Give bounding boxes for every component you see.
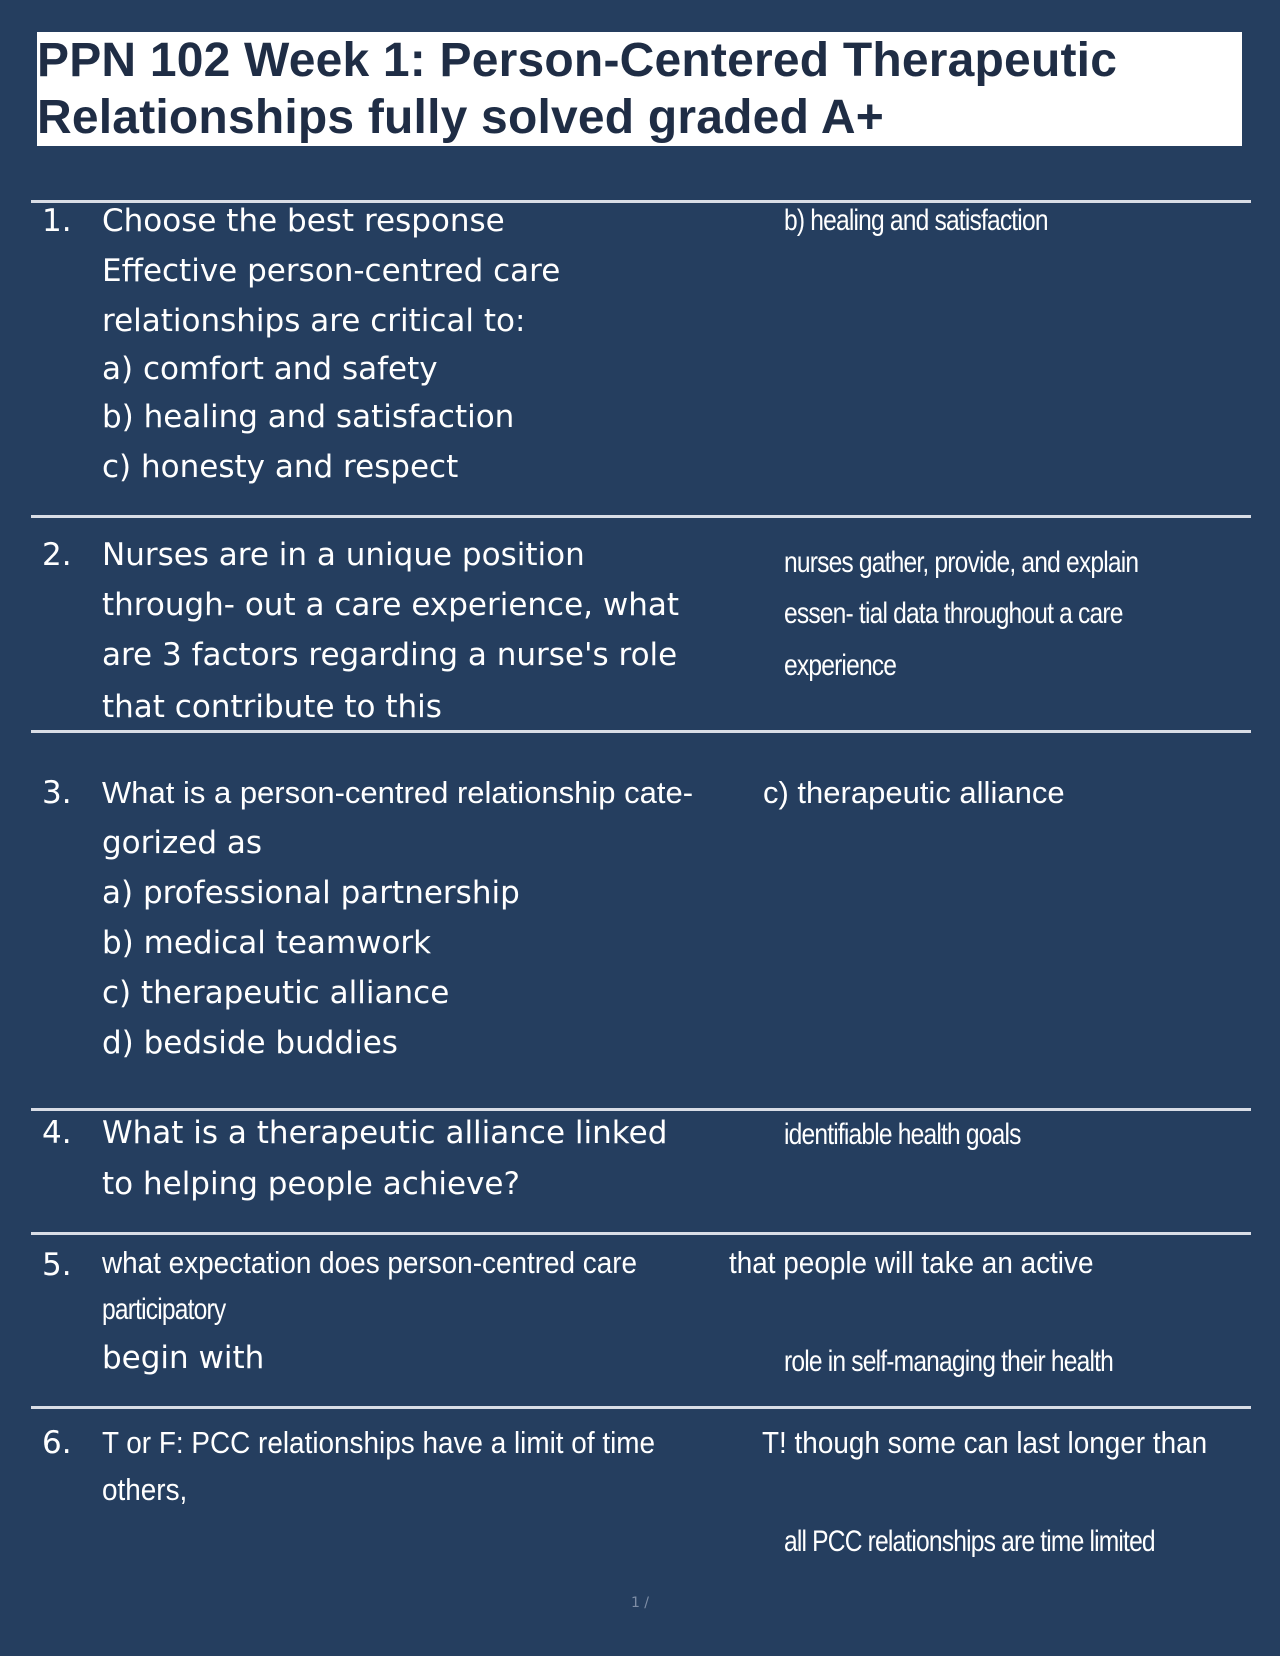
question-option: c) honesty and respect xyxy=(102,449,459,485)
document-title-box xyxy=(37,32,1242,146)
question-text-line: Nurses are in a unique position xyxy=(102,537,585,573)
question-number: 6. xyxy=(42,1425,72,1461)
question-text-line: Choose the best response xyxy=(102,203,505,239)
question-option: a) professional partnership xyxy=(102,875,520,911)
question-text-line: What is a person-centred relationship cate- xyxy=(102,775,694,810)
answer-text: T! though some can last longer than xyxy=(762,1425,1208,1460)
divider xyxy=(31,1108,1251,1111)
answer-text: c) therapeutic alliance xyxy=(763,775,1065,810)
question-option: c) therapeutic alliance xyxy=(102,975,450,1011)
question-text-line: gorized as xyxy=(102,825,263,861)
answer-text: role in self-managing their health xyxy=(784,1345,1114,1378)
question-option: a) comfort and safety xyxy=(102,351,438,387)
question-text-line: Effective person-centred care xyxy=(102,253,561,289)
answer-text: all PCC relationships are time limited xyxy=(784,1525,1155,1558)
question-text-line: begin with xyxy=(102,1340,265,1376)
question-text-line: through- out a care experience, what xyxy=(102,587,680,623)
divider xyxy=(31,1232,1251,1235)
question-text-line: participatory xyxy=(102,1293,226,1326)
page-number: 1 / xyxy=(630,1595,650,1611)
question-text-line: relationships are critical to: xyxy=(102,303,526,339)
question-text-line: are 3 factors regarding a nurse's role xyxy=(102,637,678,673)
divider xyxy=(31,515,1251,518)
answer-text: identifiable health goals xyxy=(784,1118,1021,1151)
question-option: d) bedside buddies xyxy=(102,1025,398,1061)
answer-text: b) healing and satisfaction xyxy=(784,204,1048,237)
question-option: b) medical teamwork xyxy=(102,925,432,961)
question-number: 2. xyxy=(42,537,72,573)
divider xyxy=(31,730,1251,733)
question-text-line: to helping people achieve? xyxy=(102,1166,520,1202)
question-text-line: T or F: PCC relationships have a limit of time xyxy=(102,1425,656,1460)
question-number: 5. xyxy=(42,1247,72,1283)
answer-text: essen- tial data throughout a care xyxy=(784,597,1123,630)
document-title-line-1: PPN 102 Week 1: Person-Centered Therapeutic xyxy=(37,34,1118,87)
answer-text: that people will take an active xyxy=(729,1245,1094,1280)
question-number: 4. xyxy=(42,1115,72,1151)
question-text-line: what expectation does person-centred care xyxy=(102,1245,638,1280)
answer-text: experience xyxy=(784,649,897,682)
document-title-line-2: Relationships fully solved graded A+ xyxy=(37,91,884,144)
question-text-line: that contribute to this xyxy=(102,689,442,725)
question-number: 3. xyxy=(42,775,72,811)
answer-text: nurses gather, provide, and explain xyxy=(784,546,1139,579)
question-option: b) healing and satisfaction xyxy=(102,399,515,435)
question-number: 1. xyxy=(42,203,72,239)
divider xyxy=(31,1406,1251,1409)
question-text-line: What is a therapeutic alliance linked xyxy=(102,1115,668,1151)
question-text-line: others, xyxy=(102,1472,188,1507)
